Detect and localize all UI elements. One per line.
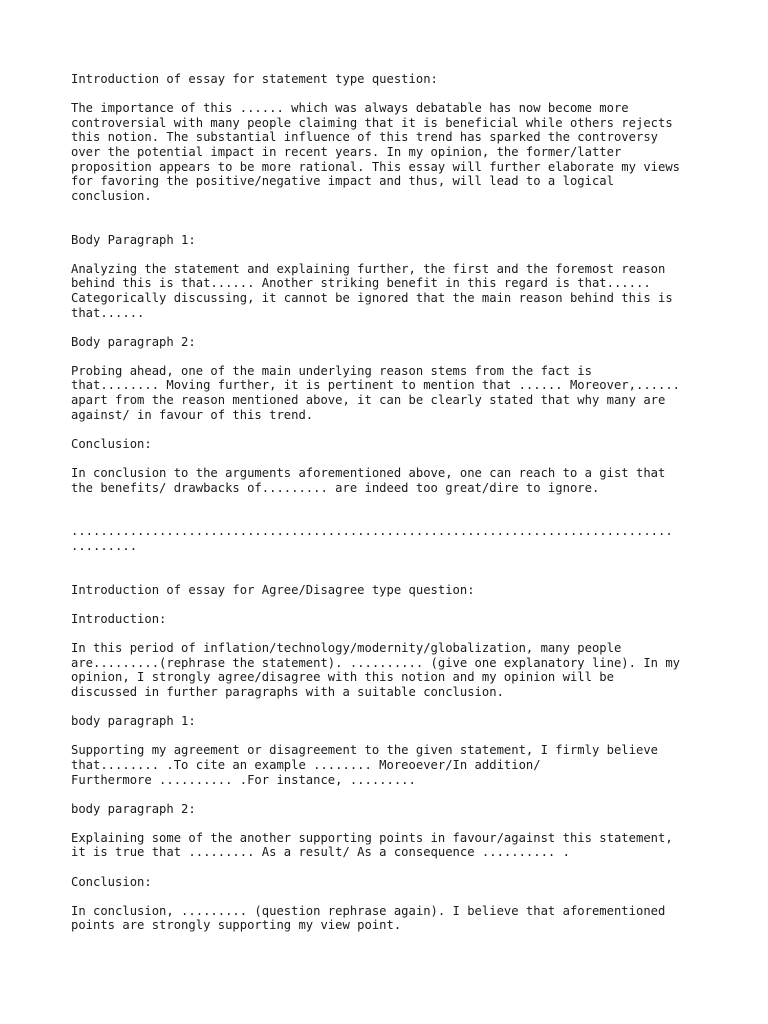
section2-body1-text: Supporting my agreement or disagreement to the given statement, I firmly believe that........ .To cite an example ........ Moreoever/In addition/ Furthermore .......... .For instance, ......... [71,743,658,787]
section2-conclusion-text: In conclusion, ......... (question rephrase again). I believe that aforementioned points are strongly supporting my view point. [71,903,666,933]
section1-body2-text: Probing ahead, one of the main underlying reason stems from the fact is that........ Moving further, it is pertinent to mention that ...... Moreover,...... apart from the reason mentioned above, it can be clearly stated that why many are against/ in favour of this trend. [71,363,681,422]
section2-conclusion-heading: Conclusion: [71,874,152,889]
section2-body2-heading: body paragraph 2: [71,801,196,816]
section1-intro-text: The importance of this ...... which was always debatable has now become more controversial with many people claiming that it is beneficial while others rejects this notion. The substantial influence of this trend has sparked the controversy over the potential impact in recent years. In my opinion, the former/latter proposition appears to be more rational. This essay will further elaborate my views for favoring the positive/negative impact and thus, will lead to a logical conclusion. [71,101,681,203]
dotted-separator: .................................................................................. ......... [71,524,673,553]
section2-intro-text: In this period of inflation/technology/modernity/globalization, many people are.........(rephrase the statement). .......... (give one explanatory line). In my opinion, I strongly agree/disagree with this notion and my opinion will be discussed in further paragraphs with a suitable conclusion. [71,641,681,699]
section1-conclusion-heading: Conclusion: [71,436,152,451]
document-page [71,72,711,933]
section1-body1-text: Analyzing the statement and explaining further, the first and the foremost reason behind this is that...... Another striking benefit in this regard is that...... Categorically discussing, it cannot be ignored that the main reason behind this is that...... [71,261,673,320]
section1-conclusion-text: In conclusion to the arguments aforementioned above, one can reach to a gist that the benefits/ drawbacks of......... are indeed too great/dire to ignore. [71,466,666,495]
section2-intro-heading: Introduction: [71,611,167,626]
section2-heading: Introduction of essay for Agree/Disagree type question: [71,582,475,597]
section1-heading: Introduction of essay for statement type question: [71,72,438,86]
section1-body2-heading: Body paragraph 2: [71,334,196,349]
section1-body1-heading: Body Paragraph 1: [71,232,196,247]
section2-body2-text: Explaining some of the another supporting points in favour/against this statement, it is true that ......... As a result/ As a consequence .......... . [71,830,673,860]
section2-body1-heading: body paragraph 1: [71,714,196,729]
